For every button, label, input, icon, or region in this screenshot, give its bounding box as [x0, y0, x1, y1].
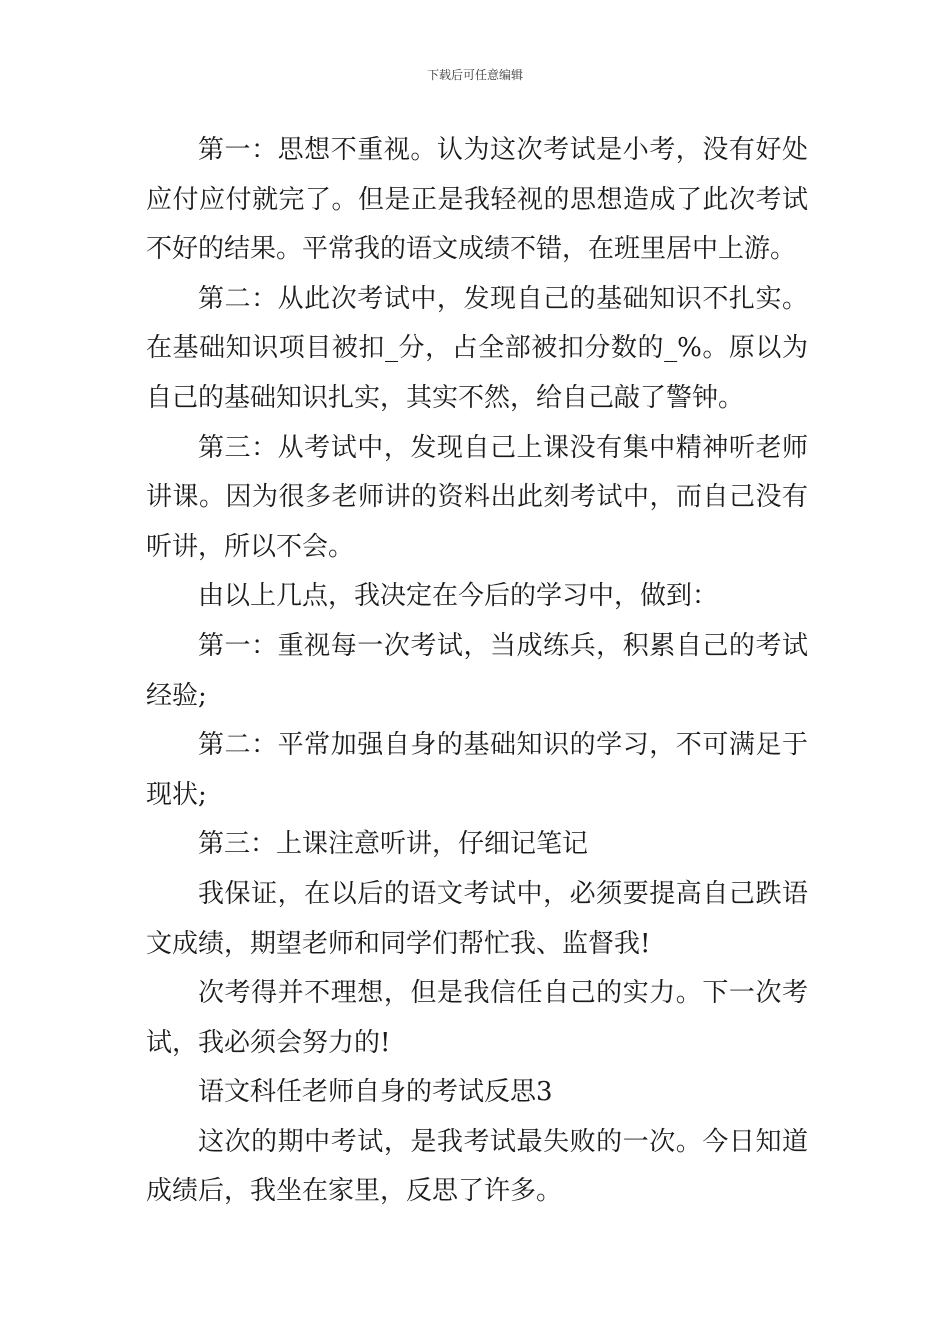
page-header: 下载后可任意编辑 [426, 68, 523, 82]
paragraph-10: 这次的期中考试，是我考试最失败的一次。今日知道成绩后，我坐在家里，反思了许多。 [146, 1126, 808, 1207]
paragraph-6: 第二：平常加强自身的基础知识的学习，不可满足于现状; [146, 730, 808, 810]
document-body [146, 126, 808, 1217]
paragraph-4: 由以上几点，我决定在今后的学习中，做到： [198, 581, 719, 612]
paragraph-7: 第三：上课注意听讲，仔细记笔记 [198, 829, 589, 860]
section-heading: 语文科任老师自身的考试反思3 [198, 1077, 553, 1108]
paragraph-3: 第三：从考试中，发现自己上课没有集中精神听老师讲课。因为很多老师讲的资料出此刻考试中，而自己没有听讲，所以不会。 [146, 432, 808, 562]
paragraph-8: 我保证，在以后的语文考试中，必须要提高自己跌语文成绩，期望老师和同学们帮忙我、监督我! [146, 878, 808, 959]
paragraph-5: 第一：重视每一次考试，当成练兵，积累自己的考试经验; [146, 630, 808, 711]
paragraph-2: 第二：从此次考试中，发现自己的基础知识不扎实。在基础知识项目被扣_分，占全部被扣分数的_%。原以为自己的基础知识扎实，其实不然，给自己敲了警钟。 [146, 283, 808, 413]
paragraph-1: 第一：思想不重视。认为这次考试是小考，没有好处应付应付就完了。但是正是我轻视的思想造成了此次考试不好的结果。平常我的语文成绩不错，在班里居中上游。 [146, 135, 808, 265]
paragraph-9: 次考得并不理想，但是我信任自己的实力。下一次考试，我必须会努力的! [146, 978, 808, 1058]
